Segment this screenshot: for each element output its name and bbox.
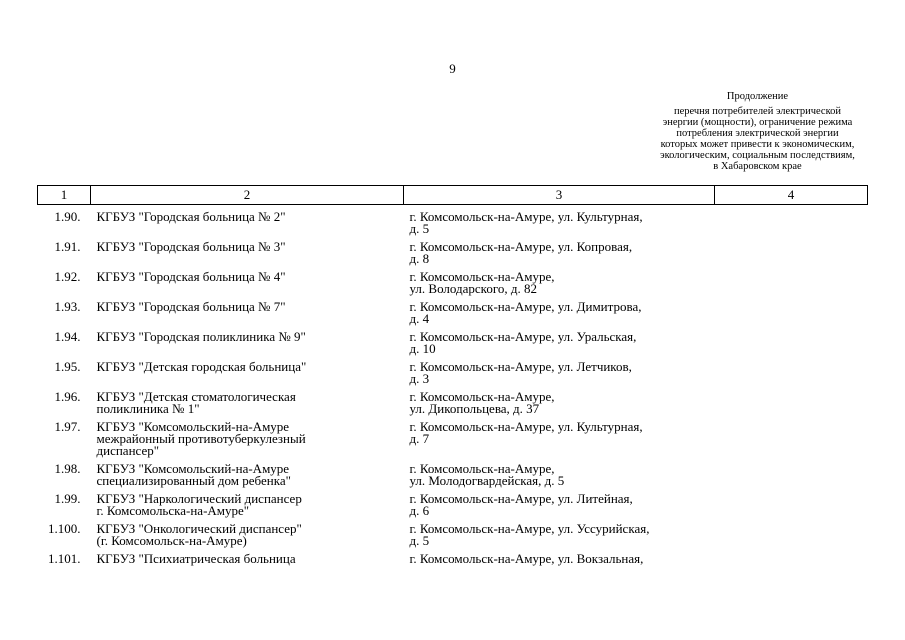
consumer-name xyxy=(91,301,404,325)
row-number: 1.96. xyxy=(54,389,81,404)
consumer-name-line: КГБУЗ "Комсомольский-на-Амуре xyxy=(96,461,290,476)
column-4-cell xyxy=(715,211,868,235)
continuation-line: перечня потребителей электрической xyxy=(673,106,842,117)
consumer-address xyxy=(404,523,715,547)
consumer-address xyxy=(404,463,715,487)
consumer-name xyxy=(91,391,404,415)
table-row xyxy=(38,421,868,457)
table-row xyxy=(38,391,868,415)
table-row xyxy=(38,331,868,355)
consumer-address xyxy=(404,211,715,235)
consumer-name xyxy=(91,493,404,517)
consumer-address-line: д. 10 xyxy=(409,341,436,356)
consumer-name-line: КГБУЗ "Городская больница № 4" xyxy=(96,269,286,284)
consumer-name-line: специализированный дом ребенка" xyxy=(96,473,291,488)
consumer-address-line: д. 4 xyxy=(409,311,430,326)
consumer-name-line: КГБУЗ "Детская городская больница" xyxy=(96,359,307,374)
consumer-address-line: д. 8 xyxy=(409,251,430,266)
continuation-line: энергии (мощности), ограничение режима xyxy=(662,117,853,128)
column-4-cell xyxy=(715,241,868,265)
consumer-address-line: д. 5 xyxy=(409,221,430,236)
column-header-3: 3 xyxy=(404,186,715,205)
consumer-name xyxy=(91,361,404,385)
consumer-address-line: г. Комсомольск-на-Амуре, ул. Уссурийская, xyxy=(409,521,650,536)
column-4-cell xyxy=(715,271,868,295)
table-row xyxy=(38,463,868,487)
consumer-address-line: д. 7 xyxy=(409,431,430,446)
consumer-address-line: г. Комсомольск-на-Амуре, xyxy=(409,389,555,404)
consumer-address xyxy=(404,271,715,295)
consumer-name-line: г. Комсомольска-на-Амуре" xyxy=(96,503,250,518)
row-number: 1.99. xyxy=(54,491,81,506)
continuation-line: потребления электрической энергии xyxy=(676,128,839,139)
row-number: 1.100. xyxy=(48,521,81,536)
consumer-address-line: д. 5 xyxy=(409,533,430,548)
column-4-cell xyxy=(715,463,868,487)
table-row xyxy=(38,271,868,295)
consumer-address-line: г. Комсомольск-на-Амуре, ул. Летчиков, xyxy=(409,359,632,374)
consumer-address-line: г. Комсомольск-на-Амуре, xyxy=(409,269,555,284)
consumer-address-line: г. Комсомольск-на-Амуре, ул. Культурная, xyxy=(409,419,643,434)
consumer-address-line: г. Комсомольск-на-Амуре, ул. Уральская, xyxy=(409,329,637,344)
consumer-name xyxy=(91,463,404,487)
row-number: 1.90. xyxy=(54,209,81,224)
consumer-address xyxy=(404,331,715,355)
row-number: 1.97. xyxy=(54,419,81,434)
consumer-name-line: диспансер" xyxy=(96,443,160,458)
consumer-name-line: КГБУЗ "Городская поликлиника № 9" xyxy=(96,329,306,344)
table-row xyxy=(38,553,868,565)
table-row xyxy=(38,493,868,517)
consumer-name-line: КГБУЗ "Психиатрическая больница xyxy=(96,551,296,566)
table-row xyxy=(38,211,868,235)
row-number: 1.93. xyxy=(54,299,81,314)
consumer-name xyxy=(91,331,404,355)
consumer-name-line: КГБУЗ "Комсомольский-на-Амуре xyxy=(96,419,290,434)
consumer-name-line: КГБУЗ "Городская больница № 3" xyxy=(96,239,286,254)
column-header-2: 2 xyxy=(91,186,404,205)
continuation-line: которых может привести к экономическим, xyxy=(660,139,855,150)
consumer-address xyxy=(404,493,715,517)
consumer-address-line: г. Комсомольск-на-Амуре, ул. Копровая, xyxy=(409,239,633,254)
consumer-address xyxy=(404,553,715,565)
consumer-name-line: (г. Комсомольск-на-Амуре) xyxy=(96,533,247,548)
row-number: 1.94. xyxy=(54,329,81,344)
consumer-address-line: г. Комсомольск-на-Амуре, ул. Культурная, xyxy=(409,209,643,224)
consumer-address xyxy=(404,361,715,385)
column-4-cell xyxy=(715,301,868,325)
consumer-address xyxy=(404,391,715,415)
consumer-name-line: КГБУЗ "Городская больница № 2" xyxy=(96,209,286,224)
row-number: 1.101. xyxy=(48,551,81,566)
table-body xyxy=(38,205,868,572)
consumer-name xyxy=(91,241,404,265)
consumer-name-line: поликлиника № 1" xyxy=(96,401,200,416)
table-row xyxy=(38,361,868,385)
row-number: 1.91. xyxy=(54,239,81,254)
consumer-address-line: г. Комсомольск-на-Амуре, ул. Литейная, xyxy=(409,491,633,506)
consumer-address-line: д. 3 xyxy=(409,371,430,386)
column-4-cell xyxy=(715,331,868,355)
consumer-name xyxy=(91,553,404,565)
consumer-name-line: КГБУЗ "Городская больница № 7" xyxy=(96,299,286,314)
continuation-line: в Хабаровском крае xyxy=(713,161,802,172)
continuation-caption xyxy=(640,91,875,172)
table-header-row xyxy=(38,186,868,205)
page-number: 9 xyxy=(449,61,456,76)
consumer-name-line: КГБУЗ "Детская стоматологическая xyxy=(96,389,296,404)
column-4-cell xyxy=(715,361,868,385)
column-header-4: 4 xyxy=(715,186,868,205)
consumer-address-line: ул. Дикопольцева, д. 37 xyxy=(409,401,540,416)
column-4-cell xyxy=(715,553,868,565)
table-row xyxy=(38,301,868,325)
column-header-1: 1 xyxy=(38,186,91,205)
continuation-line: экологическим, социальным последствиям, xyxy=(660,150,855,161)
consumers-table xyxy=(37,185,868,571)
row-number: 1.95. xyxy=(54,359,81,374)
consumer-name xyxy=(91,421,404,457)
consumer-name xyxy=(91,523,404,547)
consumer-address-line: ул. Молодогвардейская, д. 5 xyxy=(409,473,565,488)
consumer-address-line: г. Комсомольск-на-Амуре, xyxy=(409,461,555,476)
consumer-address-line: г. Комсомольск-на-Амуре, ул. Димитрова, xyxy=(409,299,642,314)
consumer-address xyxy=(404,421,715,457)
consumer-name-line: КГБУЗ "Наркологический диспансер xyxy=(96,491,302,506)
row-number: 1.92. xyxy=(54,269,81,284)
row-number: 1.98. xyxy=(54,461,81,476)
consumer-address-line: д. 6 xyxy=(409,503,430,518)
consumer-name xyxy=(91,211,404,235)
consumer-address-line: ул. Володарского, д. 82 xyxy=(409,281,537,296)
table-row xyxy=(38,241,868,265)
column-4-cell xyxy=(715,391,868,415)
column-4-cell xyxy=(715,421,868,457)
table-row xyxy=(38,523,868,547)
consumer-name xyxy=(91,271,404,295)
consumer-address xyxy=(404,241,715,265)
column-4-cell xyxy=(715,493,868,517)
consumer-name-line: межрайонный противотуберкулезный xyxy=(96,431,306,446)
consumer-address xyxy=(404,301,715,325)
consumer-name-line: КГБУЗ "Онкологический диспансер" xyxy=(96,521,302,536)
column-4-cell xyxy=(715,523,868,547)
consumer-address-line: г. Комсомольск-на-Амуре, ул. Вокзальная, xyxy=(409,551,644,566)
continuation-label: Продолжение xyxy=(726,91,789,102)
